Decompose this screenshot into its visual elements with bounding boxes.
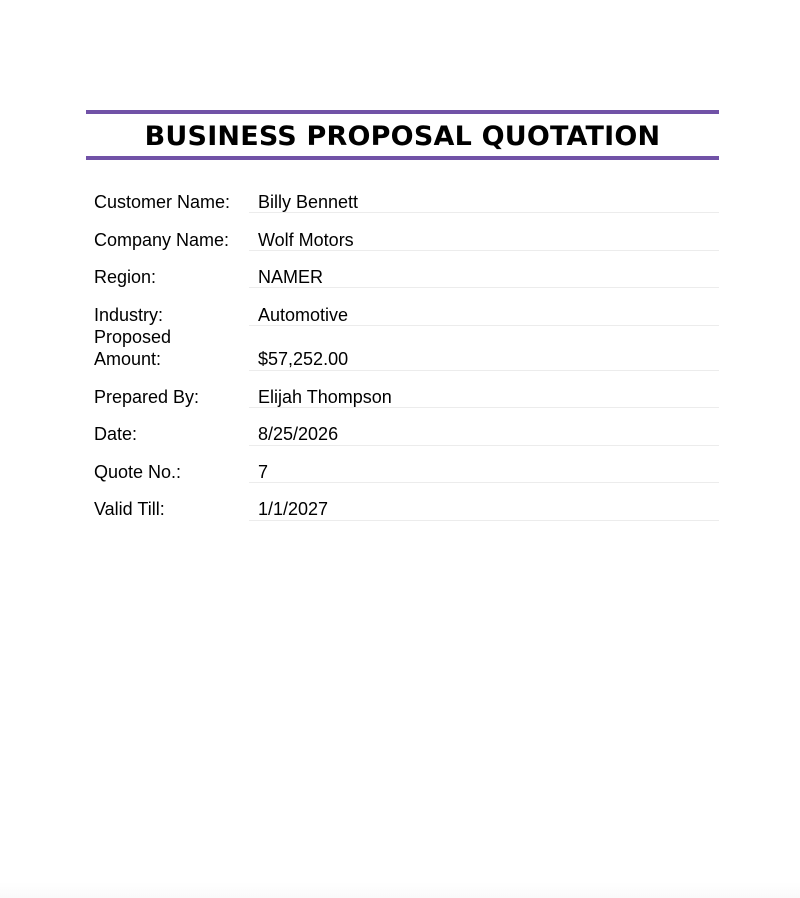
field-label: Quote No.: — [94, 462, 182, 482]
field-label: Proposed Amount: — [94, 327, 172, 369]
field-label: Date: — [94, 424, 138, 444]
field-underline — [249, 325, 719, 326]
field-value[interactable]: 7 — [258, 462, 269, 482]
page-bottom-edge — [0, 882, 800, 898]
field-underline — [249, 407, 719, 408]
field-value[interactable]: NAMER — [258, 267, 324, 287]
field-underline — [249, 212, 719, 213]
field-value[interactable]: Billy Bennett — [258, 192, 359, 212]
field-label: Industry: — [94, 305, 164, 325]
field-value[interactable]: Automotive — [258, 305, 349, 325]
field-value[interactable]: 1/1/2027 — [258, 499, 329, 519]
field-underline — [249, 520, 719, 521]
field-value[interactable]: Elijah Thompson — [258, 387, 392, 407]
field-value[interactable]: $57,252.00 — [258, 349, 349, 369]
field-underline — [249, 250, 719, 251]
field-value[interactable]: 8/25/2026 — [258, 424, 339, 444]
document-title: BUSINESS PROPOSAL QUOTATION — [144, 121, 661, 152]
field-label: Region: — [94, 267, 157, 287]
field-underline — [249, 287, 719, 288]
field-label: Customer Name: — [94, 192, 231, 212]
field-label: Company Name: — [94, 230, 230, 250]
field-value[interactable]: Wolf Motors — [258, 230, 354, 250]
field-underline — [249, 482, 719, 483]
field-label: Valid Till: — [94, 499, 165, 519]
field-underline — [249, 370, 719, 371]
field-underline — [249, 445, 719, 446]
field-label: Prepared By: — [94, 387, 200, 407]
